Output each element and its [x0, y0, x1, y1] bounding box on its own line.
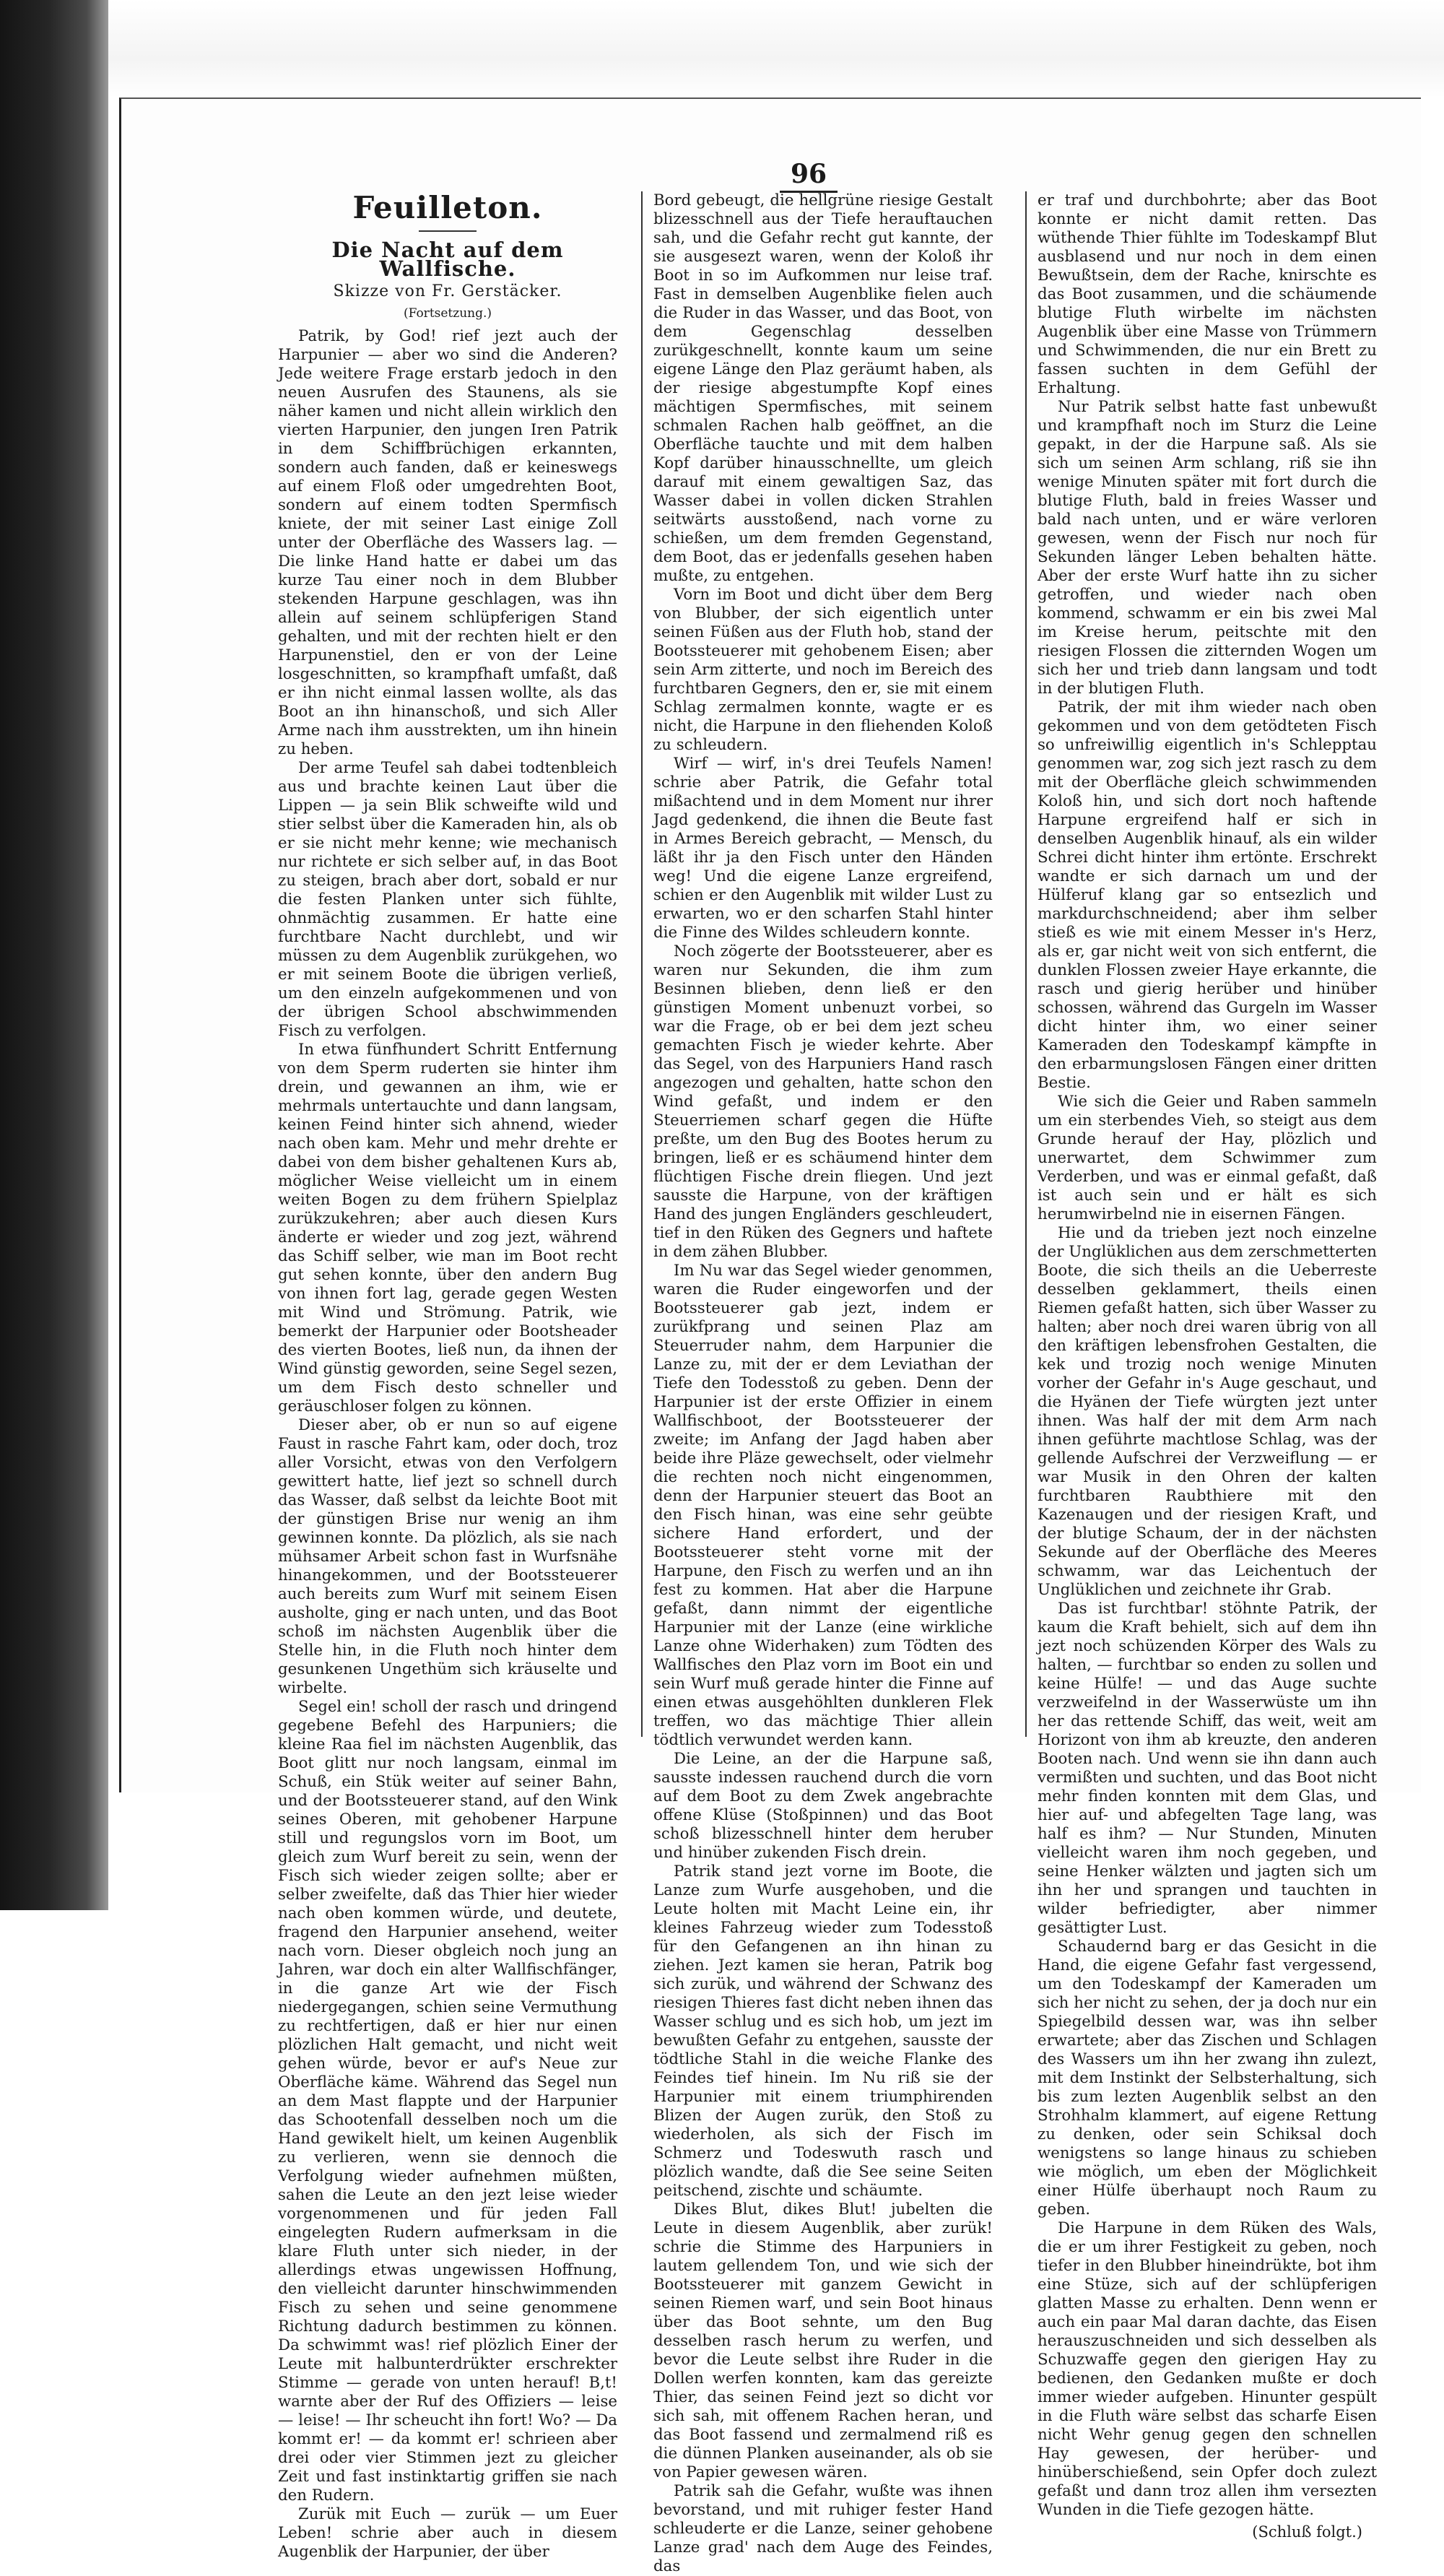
paragraph: Das ist furchtbar! stöhnte Patrik, der kaum die Kraft behielt, sich auf dem ihn jezt noch schüzenden Körper des Wals zu halten, — furchtbar so enden zu sollen und keine Hülfe! — und das Auge suchte verzweifelnd in der Wasserwüste um ihn her das rettende Schiff, das weit, weit am Horizont von ihm ab kreuzte, den anderen Booten nach. Und wenn sie ihn dann auch vermißten und suchten, und das Boot nicht mehr finden konnten mit dem Glas, und hier auf- und abfegelten Tage lang, was half es ihm? — Nur Stunden, Minuten vielleicht waren ihm noch gegeben, und seine Henker wälzten und jagten sich um ihn her und sprangen und tauchten in wilder befriedigter, aber nimmer gesättigter Lust.	[1038, 1600, 1377, 1937]
scan-shadow	[0, 0, 108, 1910]
paragraph: Noch zögerte der Bootssteuerer, aber es waren nur Sekunden, die ihm zum Besinnen blieben, denn ließ er den günstigen Moment unbenuzt vorbei, so war die Frage, ob er bei dem jezt scheu gemachten Fisch je wieder kehrte. Aber das Segel, von des Harpuniers Hand rasch angezogen und gehalten, hatte schon den Wind gefaßt, und indem er den Steuerriemen scharf gegen die Hüfte preßte, um den Bug des Bootes herum zu bringen, ließ er es schäumend hinter dem flüchtigen Fische drein fliegen. Und jezt sausste die Harpune, von der kräftigen Hand des jungen Engländers geschleudert, tief in den Rüken des Gegners und haftete in dem zähen Blubber.	[653, 942, 993, 1261]
column-body	[278, 327, 617, 2562]
paragraph: er traf und durchbohrte; aber das Boot konnte er nicht damit retten. Das wüthende Thier fühlte im Todeskampf Blut ausblasend und nur noch in dem einen Bewußtsein, dem der Rache, knirschte es das Boot zusammen, und die schäumende blutige Fluth wirbelte im nächsten Augenblik über eine Masse von Trümmern und Schwimmenden, die nur ein Brett zu fassen suchten in dem Gefühl der Erhaltung.	[1038, 191, 1377, 397]
paragraph: Vorn im Boot und dicht über dem Berg von Blubber, der sich eigentlich unter seinen Füßen aus der Fluth hob, stand der Bootssteuerer mit gehobenem Eisen; aber sein Arm zitterte, und noch im Bereich des furchtbaren Gegners, den er, sie mit einem Schlag zermalmen konnte, wagte er es nicht, die Harpune in den fliehenden Koloß zu schleudern.	[653, 586, 993, 754]
page-top-margin	[108, 0, 1444, 97]
paragraph: Zurük mit Euch — zurük — um Euer Leben! schrie aber auch in diesem Augenblik der Harpunier, der über	[278, 2505, 617, 2561]
paragraph: Im Nu war das Segel wieder genommen, waren die Ruder eingeworfen und der Bootssteuerer gab jezt, indem er zurükfprang und seinen Plaz am Steuerruder nahm, dem Harpunier die Lanze zu, mit der er dem Leviathan der Tiefe den Todesstoß zu geben. Denn der Harpunier ist der erste Offizier in einem Wallfischboot, der Bootssteuerer der zweite; im Anfang der Jagd haben aber beide ihre Pläze gewechselt, oder vielmehr die rechten noch nicht eingenommen, denn der Harpunier steuert das Boot an den Fisch hinan, was eine sehr geübte sichere Hand erfordert, und der Bootssteuerer steht vorne mit der Harpune, den Fisch zu werfen und an ihn fest zu kommen. Hat aber die Harpune gefaßt, dann nimmt der eigentliche Harpunier mit der Lanze (eine wirkliche Lanze ohne Widerhaken) zum Tödten des Wallfisches den Plaz vorn im Boot ein und sein Wurf muß gerade hinter die Finne auf einen etwas ausgehöhlten dunkleren Flek treffen, wo das mächtige Thier allein tödtlich verwundet werden kann.	[653, 1262, 993, 1749]
column-2	[653, 191, 993, 2575]
column-body	[1038, 191, 1377, 2520]
paragraph: Nur Patrik selbst hatte fast unbewußt und krampfhaft noch im Sturz die Leine gepakt, in der die Harpune saß. Als sie sich um seinen Arm schlang, riß sie ihn wenige Minuten später mit fort durch die blutige Fluth, bald in freies Wasser und bald nach unten, und er wäre verloren gewesen, wenn der Fisch nur noch für Sekunden länger Leben behalten hätte. Aber der erste Wurf hatte ihn zu sicher getroffen, und wieder nach oben kommend, schwamm er ein bis zwei Mal im Kreise herum, peitschte mit den riesigen Flossen die zitternden Wogen um sich her und trieb dann langsam und todt in der blutigen Fluth.	[1038, 398, 1377, 698]
paragraph: Patrik stand jezt vorne im Boote, die Lanze zum Wurfe ausgehoben, und die Leute holten mit Macht Leine ein, ihr kleines Fahrzeug wieder zum Todesstoß für den Gefangenen an ihn hinan zu ziehen. Jezt kamen sie heran, Patrik bog sich zurük, und während der Schwanz des riesigen Thieres fast dicht neben ihnen das Wasser schlug und es sich hob, um jezt im bewußten Gefahr zu entgehen, sausste der tödtliche Stahl in die weiche Flanke des Feindes tief hinein. Im Nu riß sie der Harpunier mit einem triumphirenden Blizen der Augen zurük, den Stoß zu wiederholen, als sich der Fisch im Schmerz und Todeswuth rasch und plözlich wandte, daß die See seine Seiten peitschend, zischte und schäumte.	[653, 1862, 993, 2200]
column-3	[1038, 191, 1377, 2541]
page-number: 96	[780, 159, 838, 193]
column-1	[278, 190, 617, 2561]
paragraph: Wirf — wirf, in's drei Teufels Namen! schrie aber Patrik, die Gefahr total mißachtend und in dem Moment nur ihrer Jagd gedenkend, die ihnen die Beute fast in Armes Bereich gebracht, — Mensch, du läßt ihr ja den Fisch unter den Händen weg! Und die eigene Lanze ergreifend, schien er den Augenblik mit wilder Lust zu erwarten, wo er den scharfen Stahl hinter die Finne des Wildes schleudern konnte.	[653, 755, 993, 942]
paragraph: Dikes Blut, dikes Blut! jubelten die Leute in diesem Augenblik, aber zurük! schrie die Stimme des Harpuniers in lautem gellendem Ton, und wie sich der Bootssteuerer mit ganzem Gewicht in seinen Riemen warf, und sein Boot hinaus über das Boot sehnte, um den Bug desselben rasch herum zu werfen, und bevor die Leute selbst ihre Ruder in die Dollen werfen konnten, kam das gereizte Thier, das seinen Feind jezt so dicht vor sich sah, mit offenem Rachen heran, und das Boot fassend und zermalmend riß es die dünnen Planken auseinander, als ob sie von Papier gewesen wären.	[653, 2200, 993, 2481]
paragraph: Schaudernd barg er das Gesicht in die Hand, die eigene Gefahr fast vergessend, um den Todeskampf der Kameraden um sich her nicht zu sehen, der ja doch nur ein Spiegelbild dessen war, was ihn selber erwartete; aber das Zischen und Schlagen des Wassers um ihn her zwang ihn zulezt, mit dem Instinkt der Selbsterhaltung, sich bis zum lezten Augenblik selbst an den Strohhalm klammert, auf eigene Rettung zu denken, oder sein Schiksal doch wenigstens so lange hinaus zu schieben wie möglich, um eben der Möglichkeit einer Hülfe überhaupt noch Raum zu geben.	[1038, 1938, 1377, 2219]
paragraph: Hie und da trieben jezt noch einzelne der Unglüklichen aus dem zerschmetterten Boote, die sich theils an die Ueberreste desselben geklammert, theils einen Riemen gefaßt hatten, sich über Wasser zu halten; aber noch drei waren übrig von all den kräftigen lebensfrohen Gestalten, die kek und trozig noch wenige Minuten vorher der Gefahr in's Auge geschaut, und die Hyänen der Tiefe würgten jezt unter ihnen. Was half der mit dem Arm nach ihnen geführte machtlose Schlag, was der gellende Aufschrei der Verzweiflung — er war Musik in den Ohren der kalten furchtbaren Raubthiere mit den Kazenaugen und der riesigen Kraft, und der blutige Schaum, der in der nächsten Sekunde auf der Oberfläche des Meeres schwamm, war das Leichentuch der Unglüklichen und zeichnete ihr Grab.	[1038, 1224, 1377, 1599]
end-note: (Schluß folgt.)	[1252, 2523, 1362, 2541]
column-rule	[1025, 191, 1027, 1737]
paragraph: In etwa fünfhundert Schritt Entfernung von dem Sperm ruderten sie hinter ihm drein, und gewannen an ihm, wie er mehrmals untertauchte und dann langsam, keinen Feind hinter sich ahnend, wieder nach oben kam. Mehr und mehr drehte er dabei von dem bisher gehaltenen Kurs ab, möglicher Weise vielleicht um in einem weiten Bogen zu dem frühern Spielplaz zurükzukehren; aber auch diesen Kurs änderte er wieder und zog jezt, während das Schiff selber, wie man im Boot recht gut sehen konnte, über den andern Bug von ihnen fort lag, gerade gegen Westen mit Wind und Strömung. Patrik, wie bemerkt der Harpunier oder Bootsheader des vierten Bootes, ließ nun, da ihnen der Wind günstig geworden, seine Segel sezen, um dem Fisch desto schneller und geräuschloser folgen zu können.	[278, 1041, 617, 1415]
paragraph: Dieser aber, ob er nun so auf eigene Faust in rasche Fahrt kam, oder doch, troz aller Vorsicht, etwas von den Verfolgern gewittert hatte, lief jezt so schnell durch das Wasser, daß selbst da leichte Boot mit der günstigen Brise nur wenig an ihm gewinnen konnte. Da plözlich, als sie nach mühsamer Arbeit schon fast in Wurfsnähe hinangekommen, und der Bootssteuerer auch bereits zum Wurf mit seinem Eisen ausholte, ging er nach unten, und das Boot schoß im nächsten Augenblik über die Stelle hin, in die Fluth noch hinter dem gesunkenen Ungethüm sich kräuselte und wirbelte.	[278, 1416, 617, 1697]
paragraph: Die Harpune in dem Rüken des Wals, die er um ihrer Festigkeit zu geben, noch tiefer in den Blubber hineindrükte, bot ihm eine Stüze, sich auf der schlüpferigen glatten Masse zu erhalten. Denn wenn er auch ein paar Mal daran dachte, das Eisen herauszuschneiden und sich desselben als Schuzwaffe gegen den gierigen Hay zu bedienen, den Gedanken mußte er doch immer wieder aufgeben. Hinunter gespült in die Fluth wäre selbst das scharfe Eisen nicht Wehr genug gegen den schnellen Hay gewesen, der herüber- und hinüberschießend, sein Opfer doch zulezt gefaßt und dann troz allen ihm versezten Wunden in die Tiefe gezogen hätte.	[1038, 2219, 1377, 2519]
column-rule	[641, 191, 643, 1737]
paragraph: Patrik sah die Gefahr, wußte was ihnen bevorstand, und mit ruhiger fester Hand schleuderte er die Lanze, seiner gehobene Lanze grad' nach dem Auge des Feindes, das	[653, 2482, 993, 2575]
article-title: Die Nacht auf dem Wallfische.	[331, 238, 564, 281]
paragraph: Wie sich die Geier und Raben sammeln um ein sterbendes Vieh, so steigt aus dem Grunde herauf der Hay, plözlich und unerwartet, dem Schwimmer zum Verderben, und was er einmal gefaßt, daß ist auch sein und er hält es sich herumwirbelnd nie in eisernen Fängen.	[1038, 1093, 1377, 1223]
paragraph: Patrik, der mit ihm wieder nach oben gekommen und von dem getödteten Fisch so unfreiwillig eigentlich in's Schlepptau genommen war, zog sich jezt rasch zu dem mit der Oberfläche gleich schwimmenden Koloß hin, und sich dort noch haftende Harpune ergreifend half er sich in denselben Augenblik hinauf, als ein wilder Schrei dicht hinter ihm ertönte. Erschrekt wandte er sich darnach um und der Hülferuf klang gar so entsezlich und markdurchschneidend; aber ihm selber stieß es wie mit einem Messer in's Herz, als er, gar nicht weit von sich entfernt, die dunklen Flossen zweier Haye erkannte, die rasch und gierig herüber und hinüber schossen, während das Gurgeln im Wasser dicht hinter ihm, wo einer seiner Kameraden den Todeskampf kämpfte in den erbarmungslosen Fängen einer dritten Bestie.	[1038, 698, 1377, 1092]
continuation-note: (Fortsetzung.)	[403, 306, 492, 321]
column-body	[653, 191, 993, 2576]
paragraph: Patrik, by God! rief jezt auch der Harpunier — aber wo sind die Anderen? Jede weitere Frage erstarb jedoch in den neuen Ausrufen des Staunens, als sie näher kamen und nicht allein wirklich den vierten Harpunier, den jungen Iren Patrik in dem Schiffbrüchigen erkannten, sondern auch fanden, daß er keineswegs auf einem Floß oder umgedrehten Boot, sondern auf einem todten Spermfisch kniete, der mit seiner Last einige Zoll unter der Oberfläche des Wassers lag. — Die linke Hand hatte er dabei um das kurze Tau einer noch in dem Blubber stekenden Harpune geschlagen, was ihn allein auf seinem schlüpferigen Stand gehalten, und mit der rechten hielt er den Harpunenstiel, den er von der Leine losgeschnitten, so krampfhaft umfaßt, daß er ihn nicht einmal lassen wollte, als das Boot an ihn hinanschoß, und sich Aller Arme nach ihm ausstrekten, um ihn hinein zu heben.	[278, 327, 617, 758]
article-byline: Skizze von Fr. Gerstäcker.	[333, 282, 562, 300]
paragraph: Bord gebeugt, die hellgrüne riesige Gestalt blizesschnell aus der Tiefe herauftauchen sah, und die Gefahr recht gut kannte, der sie ausgesezt waren, wenn der Koloß ihr Boot in so im Aufkommen nur leise traf. Fast in demselben Augenblike fielen auch die Ruder in das Wasser, und das Boot, von dem Gegenschlag desselben zurükgeschnellt, konnte kaum um seine eigene Länge den Plaz geräumt haben, als der riesige abgestumpfte Kopf eines mächtigen Spermfisches, mit seinem schmalen Rachen halb geöffnet, an die Oberfläche tauchte und mit dem halben Kopf darüber hinausschnellte, um gleich darauf mit einem gewaltigen Saz, das Wasser dabei in vollen dicken Strahlen seitwärts ausstoßend, nach vorne zu schießen, um dem fremden Gegenstand, dem Boot, das er jedenfalls gesehen haben mußte, zu entgehen.	[653, 191, 993, 585]
section-heading: Feuilleton.	[352, 190, 543, 225]
paragraph: Segel ein! scholl der rasch und dringend gegebene Befehl des Harpuniers; die kleine Raa fiel im nächsten Augenblik, das Boot glitt nur noch langsam, einmal im Schuß, ein Stük weiter auf seiner Bahn, und der Bootssteuerer stand, auf den Wink seines Oberen, mit gehobener Harpune still und regungslos vorn im Boot, um gleich zum Wurf bereit zu sein, wenn der Fisch sich wieder zeigen sollte; aber er selber zweifelte, daß das Thier hier wieder nach oben kommen würde, und deutete, fragend den Harpunier ansehend, weiter nach vorn. Dieser obgleich noch jung an Jahren, war doch ein alter Wallfischfänger, in die ganze Art wie der Fisch niedergegangen, schien seine Vermuthung zu rechtfertigen, daß er hier nur einen plözlichen Halt gemacht, und nicht weit gehen würde, bevor er auf's Neue zur Oberfläche käme. Während das Segel nun an dem Mast flappte und der Harpunier das Schootenfall desselben noch um die Hand gewikelt hielt, um keinen Augenblik zu verlieren, wenn sie dennoch die Verfolgung wieder aufnehmen müßten, sahen die Leute an den jezt leise wieder vorgenommenen und für jeden Fall eingelegten Rudern aufmerksam in die klare Fluth unter sich nieder, in der allerdings etwas ungewissen Hoffnung, den vielleicht darunter hinschwimmenden Fisch zu sehen und seine genommene Richtung dadurch bestimmen zu können. Da schwimmt was! rief plözlich Einer der Leute mit halbunterdrükter erschrekter Stimme — gerade von unten herauf! B,t! warnte aber der Ruf des Offiziers — leise — leise! — Ihr scheucht ihn fort! Wo? — Da kommt er! — da kommt er! schrieen aber drei oder vier Stimmen jezt zu gleicher Zeit und fast instinktartig griffen sie nach den Rudern.	[278, 1698, 617, 2505]
heading-divider	[419, 230, 477, 232]
paragraph: Der arme Teufel sah dabei todtenbleich aus und brachte keinen Laut über die Lippen — ja sein Blik schweifte wild und stier selbst über die Kameraden hin, als ob er sie nicht mehr kenne; wie mechanisch nur richtete er sich selber auf, in das Boot zu steigen, brach aber dort, sobald er nur die festen Planken unter sich fühlte, ohnmächtig zusammen. Er hatte eine furchtbare Nacht durchlebt, und wir müssen zu dem Augenblik zurükgehen, wo er mit seinem Boote die übrigen verließ, um den einzeln aufgekommenen und von der übrigen School abschwimmenden Fisch zu verfolgen.	[278, 759, 617, 1040]
paragraph: Die Leine, an der die Harpune saß, sausste indessen rauchend durch die vorn auf dem Boot zu dem Zwek angebrachte offene Klüse (Stoßpinnen) und das Boot schoß blizesschnell hinter dem heruber und hinüber zukenden Fisch drein.	[653, 1750, 993, 1862]
